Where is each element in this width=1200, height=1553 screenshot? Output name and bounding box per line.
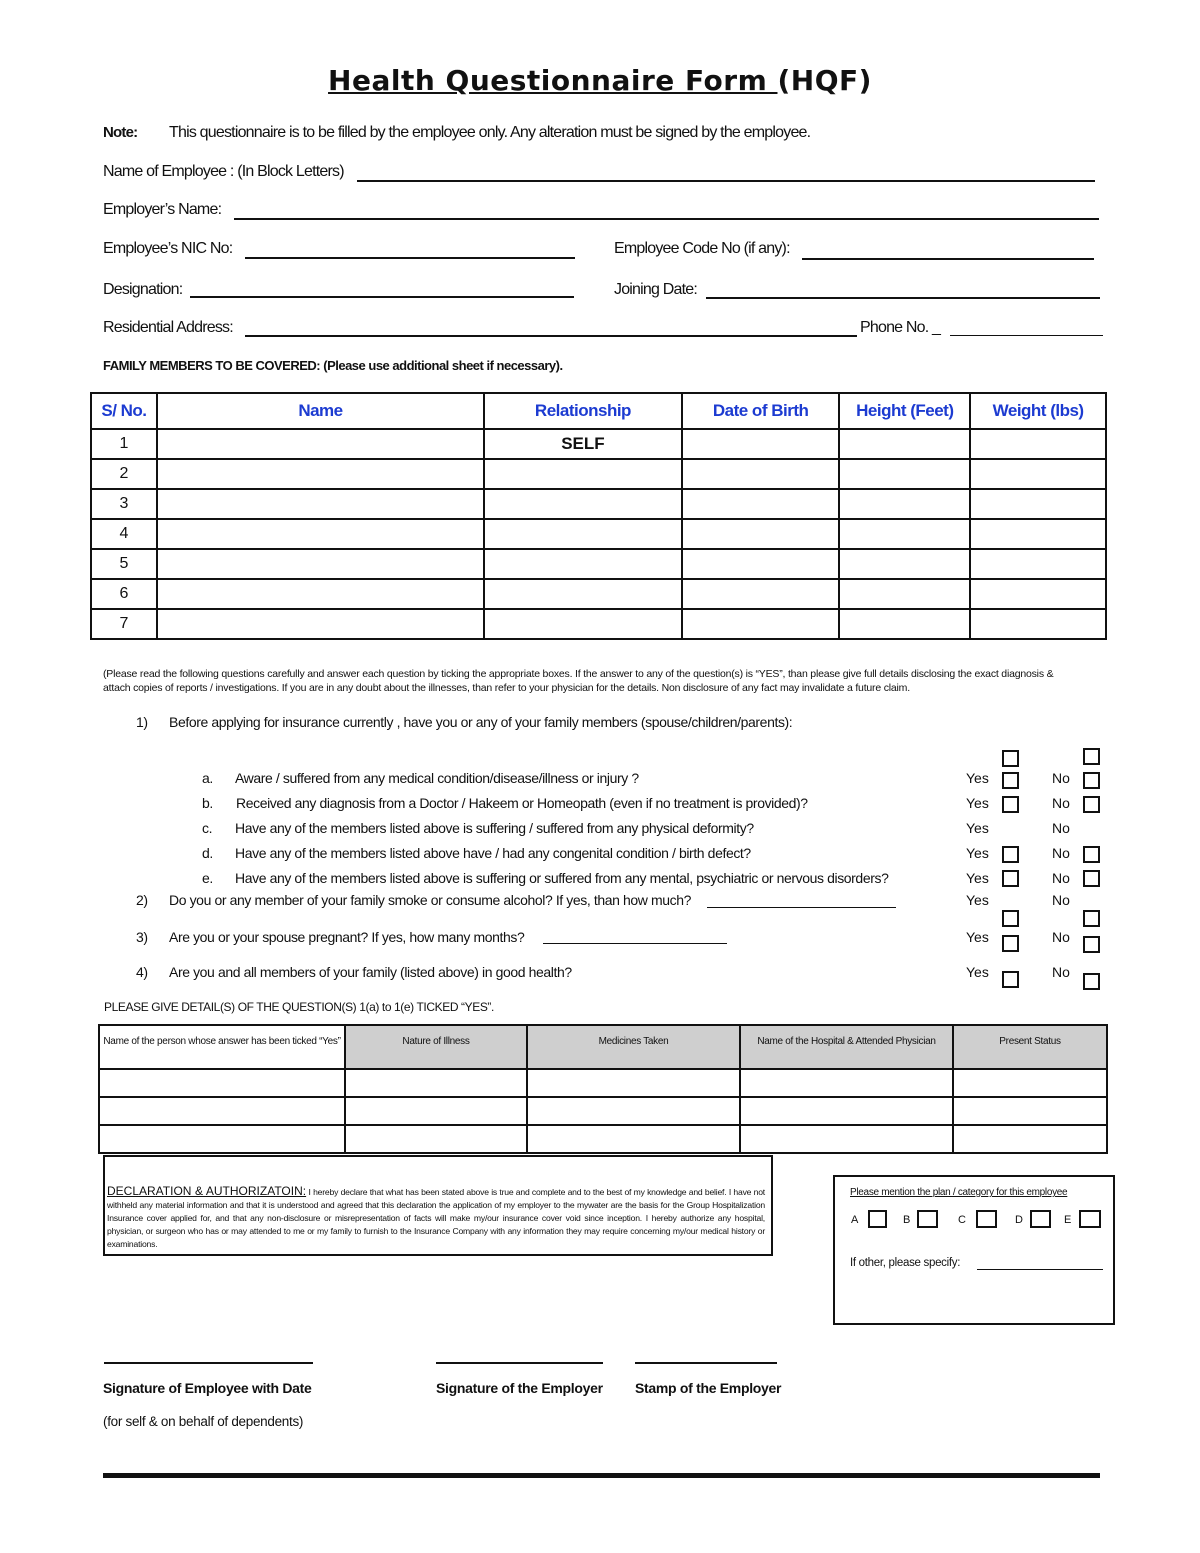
yes-label: Yes — [966, 820, 989, 836]
employer-signature-label: Signature of the Employer — [436, 1380, 603, 1396]
q2-text: Do you or any member of your family smoke or consume alcohol? If yes, than how much? — [169, 892, 691, 908]
relationship-cell[interactable] — [484, 489, 682, 519]
detail-cell[interactable] — [345, 1125, 527, 1153]
col-weight: Weight (lbs) — [970, 393, 1106, 429]
plan-option-e-label: E — [1064, 1214, 1072, 1226]
dob-cell[interactable] — [682, 519, 840, 549]
no-checkbox[interactable] — [1083, 846, 1100, 863]
col-hospital: Name of the Hospital & Attended Physician — [740, 1025, 953, 1069]
relationship-cell[interactable] — [484, 459, 682, 489]
table-row — [91, 549, 1106, 579]
family-table — [90, 392, 1107, 640]
yes-checkbox[interactable] — [1002, 870, 1019, 887]
title-suffix: (HQF) — [777, 64, 872, 97]
note-label: Note: — [103, 124, 138, 141]
yes-label: Yes — [966, 770, 989, 786]
yes-checkbox[interactable] — [1002, 971, 1019, 988]
dob-cell[interactable] — [682, 459, 840, 489]
q3-months-field[interactable] — [543, 943, 727, 944]
signature-note: (for self & on behalf of dependents) — [103, 1414, 304, 1429]
no-label: No — [1052, 820, 1070, 836]
employee-name-label: Name of Employee : (In Block Letters) — [103, 163, 344, 180]
q1e-number: e. — [202, 870, 213, 886]
nic-field[interactable] — [245, 257, 575, 259]
joining-date-field[interactable] — [706, 297, 1100, 299]
family-heading: FAMILY MEMBERS TO BE COVERED: (Please use additional sheet if necessary). — [103, 358, 563, 373]
relationship-cell[interactable] — [484, 579, 682, 609]
yes-checkbox[interactable] — [1002, 935, 1019, 952]
row-number: 1 — [91, 429, 157, 459]
q1-number: 1) — [136, 714, 148, 730]
row-number: 7 — [91, 609, 157, 639]
employer-signature-line[interactable] — [436, 1362, 603, 1364]
yes-checkbox[interactable] — [1002, 796, 1019, 813]
employer-name-field[interactable] — [234, 218, 1099, 220]
no-checkbox[interactable] — [1083, 870, 1100, 887]
col-sno: S/ No. — [91, 393, 157, 429]
no-checkbox[interactable] — [1083, 973, 1100, 990]
detail-cell[interactable] — [99, 1125, 345, 1153]
phone-field[interactable] — [950, 335, 1103, 336]
phone-label: Phone No. _ — [860, 319, 941, 336]
weight-cell[interactable] — [970, 549, 1106, 579]
dob-cell[interactable] — [682, 549, 840, 579]
yes-checkbox[interactable] — [1002, 750, 1019, 767]
employee-code-label: Employee Code No (if any): — [614, 240, 790, 257]
name-cell[interactable] — [157, 579, 484, 609]
height-cell[interactable] — [839, 429, 970, 459]
q2-number: 2) — [136, 892, 148, 908]
employee-signature-line[interactable] — [104, 1362, 313, 1364]
table-row — [91, 429, 1106, 459]
plan-other-field[interactable] — [977, 1269, 1103, 1270]
col-height: Height (Feet) — [839, 393, 970, 429]
plan-option-c-label: C — [958, 1214, 966, 1226]
height-cell[interactable] — [839, 459, 970, 489]
no-checkbox[interactable] — [1083, 796, 1100, 813]
col-person: Name of the person whose answer has been ticked “Yes” — [99, 1025, 345, 1069]
row-number: 2 — [91, 459, 157, 489]
no-label: No — [1052, 770, 1070, 786]
plan-other-label: If other, please specify: — [850, 1257, 961, 1269]
col-status: Present Status — [953, 1025, 1107, 1069]
no-label: No — [1052, 870, 1070, 886]
relationship-cell[interactable] — [484, 609, 682, 639]
detail-cell[interactable] — [527, 1125, 740, 1153]
designation-label: Designation: — [103, 281, 183, 298]
height-cell[interactable] — [839, 549, 970, 579]
no-label: No — [1052, 964, 1070, 980]
q1c-text: Have any of the members listed above is suffering / suffered from any physical deformity? — [235, 820, 754, 836]
no-label: No — [1052, 795, 1070, 811]
employer-name-label: Employer’s Name: — [103, 201, 222, 218]
q3-text: Are you or your spouse pregnant? If yes, how many months? — [169, 929, 525, 945]
detail-cell[interactable] — [953, 1097, 1107, 1125]
col-medicines: Medicines Taken — [527, 1025, 740, 1069]
q1a-text: Aware / suffered from any medical condition/disease/illness or injury ? — [235, 770, 639, 786]
height-cell[interactable] — [839, 609, 970, 639]
weight-cell[interactable] — [970, 519, 1106, 549]
col-dob: Date of Birth — [682, 393, 840, 429]
row-number: 3 — [91, 489, 157, 519]
name-cell[interactable] — [157, 489, 484, 519]
q3-number: 3) — [136, 929, 148, 945]
declaration-box — [103, 1155, 773, 1256]
plan-box — [833, 1175, 1115, 1325]
name-cell[interactable] — [157, 519, 484, 549]
no-checkbox[interactable] — [1083, 772, 1100, 789]
col-name: Name — [157, 393, 484, 429]
table-row — [91, 459, 1106, 489]
detail-cell[interactable] — [740, 1097, 953, 1125]
declaration-text: I hereby declare that what has been stated above is true and complete and to the best of my knowledge and belief. I have not withheld any material information and that it is understood and agreed that this declaration the application of my employer to the mywater are the basis for the Group Hospitalization Insurance cover applied for, and that any non-disclosure or misrepresentation of facts will make my/our insurance cover void since inception. I hereby authorize any hospital, physician, or surgeon who has or may attended to me or my family to furnish to the Insurance Company with any information they may require concerning my/our medical history or examinations. — [107, 1187, 765, 1249]
yes-label: Yes — [966, 845, 989, 861]
row-number: 6 — [91, 579, 157, 609]
name-cell[interactable] — [157, 459, 484, 489]
yes-label: Yes — [966, 929, 989, 945]
q1b-text: Received any diagnosis from a Doctor / Hakeem or Homeopath (even if no treatment is provided)? — [236, 795, 808, 811]
detail-cell[interactable] — [740, 1125, 953, 1153]
dob-cell[interactable] — [682, 609, 840, 639]
q1-text: Before applying for insurance currently , have you or any of your family members (spouse/children/parents): — [169, 714, 793, 730]
relationship-cell[interactable] — [484, 549, 682, 579]
detail-cell[interactable] — [345, 1097, 527, 1125]
weight-cell[interactable] — [970, 579, 1106, 609]
yes-label: Yes — [966, 964, 989, 980]
details-heading: PLEASE GIVE DETAIL(S) OF THE QUESTION(S) 1(a) to 1(e) TICKED “YES”. — [104, 1000, 494, 1014]
page-title — [0, 64, 1200, 97]
plan-option-d-label: D — [1015, 1214, 1023, 1226]
no-label: No — [1052, 845, 1070, 861]
dob-cell[interactable] — [682, 429, 840, 459]
details-table — [98, 1024, 1108, 1154]
table-row — [91, 489, 1106, 519]
yes-checkbox[interactable] — [1002, 846, 1019, 863]
name-cell[interactable] — [157, 609, 484, 639]
height-cell[interactable] — [839, 489, 970, 519]
relationship-cell[interactable] — [484, 519, 682, 549]
yes-checkbox[interactable] — [1002, 910, 1019, 927]
title-main: Health Questionnaire Form — [328, 64, 778, 97]
height-cell[interactable] — [839, 579, 970, 609]
joining-date-label: Joining Date: — [614, 281, 697, 298]
detail-cell[interactable] — [527, 1097, 740, 1125]
nic-label: Employee’s NIC No: — [103, 240, 233, 257]
relationship-cell[interactable]: SELF — [484, 429, 682, 459]
table-row — [91, 579, 1106, 609]
name-cell[interactable] — [157, 549, 484, 579]
table-row — [99, 1097, 1107, 1125]
no-checkbox[interactable] — [1083, 748, 1100, 765]
bottom-divider — [103, 1473, 1100, 1478]
weight-cell[interactable] — [970, 489, 1106, 519]
table-row — [91, 609, 1106, 639]
weight-cell[interactable] — [970, 459, 1106, 489]
detail-cell[interactable] — [99, 1069, 345, 1097]
yes-label: Yes — [966, 795, 989, 811]
detail-cell[interactable] — [527, 1069, 740, 1097]
table-row — [91, 519, 1106, 549]
employee-code-field[interactable] — [802, 258, 1094, 260]
q1b-number: b. — [202, 795, 213, 811]
details-header-row — [99, 1025, 1107, 1069]
no-checkbox[interactable] — [1083, 936, 1100, 953]
weight-cell[interactable] — [970, 609, 1106, 639]
family-header-row — [91, 393, 1106, 429]
yes-label: Yes — [966, 892, 989, 908]
address-field[interactable] — [245, 335, 857, 337]
table-row — [99, 1069, 1107, 1097]
detail-cell[interactable] — [953, 1125, 1107, 1153]
detail-cell[interactable] — [99, 1097, 345, 1125]
declaration-heading: DECLARATION & AUTHORIZATOIN: — [107, 1184, 307, 1198]
q1d-number: d. — [202, 845, 213, 861]
detail-cell[interactable] — [953, 1069, 1107, 1097]
plan-option-d-checkbox[interactable] — [1030, 1210, 1051, 1228]
plan-option-e-checkbox[interactable] — [1079, 1210, 1101, 1228]
no-label: No — [1052, 892, 1070, 908]
q2-amount-field[interactable] — [707, 907, 896, 908]
yes-label: Yes — [966, 870, 989, 886]
yes-checkbox[interactable] — [1002, 772, 1019, 789]
name-cell[interactable] — [157, 429, 484, 459]
employee-signature-label: Signature of Employee with Date — [103, 1380, 312, 1396]
note-text: This questionnaire is to be filled by the employee only. Any alteration must be signed by the employee. — [169, 124, 811, 141]
col-illness: Nature of Illness — [345, 1025, 527, 1069]
designation-field[interactable] — [190, 296, 574, 298]
stamp-line[interactable] — [635, 1362, 777, 1364]
plan-option-b-label: B — [903, 1214, 911, 1226]
plan-option-c-checkbox[interactable] — [976, 1210, 997, 1228]
stamp-label: Stamp of the Employer — [635, 1380, 782, 1396]
instructions: (Please read the following questions carefully and answer each question by ticking the appropriate boxes. If the answer to any of the question(s) is “YES”, than please give full details disclosing the exact diagnosis & attach copies of reports / investigations. If you are in any doubt about the illnesses, than refer to your physician for the details. Non disclosure of any fact may invalidate a future claim. — [103, 668, 1054, 694]
q1c-number: c. — [202, 820, 213, 836]
plan-option-a-checkbox[interactable] — [868, 1210, 887, 1228]
plan-option-b-checkbox[interactable] — [917, 1210, 938, 1228]
address-label: Residential Address: — [103, 319, 233, 336]
dob-cell[interactable] — [682, 579, 840, 609]
table-row — [99, 1125, 1107, 1153]
employee-name-field[interactable] — [357, 180, 1095, 182]
detail-cell[interactable] — [740, 1069, 953, 1097]
q1d-text: Have any of the members listed above have / had any congenital condition / birth defect? — [235, 845, 751, 861]
plan-option-a-label: A — [851, 1214, 859, 1226]
dob-cell[interactable] — [682, 489, 840, 519]
row-number: 4 — [91, 519, 157, 549]
col-relationship: Relationship — [484, 393, 682, 429]
q4-number: 4) — [136, 964, 148, 980]
row-number: 5 — [91, 549, 157, 579]
no-checkbox[interactable] — [1083, 910, 1100, 927]
q1e-text: Have any of the members listed above is suffering or suffered from any mental, psychiatric or nervous disorders? — [235, 870, 889, 886]
weight-cell[interactable] — [970, 429, 1106, 459]
no-label: No — [1052, 929, 1070, 945]
q1a-number: a. — [202, 770, 213, 786]
plan-heading: Please mention the plan / category for this employee — [850, 1187, 1068, 1198]
q4-text: Are you and all members of your family (listed above) in good health? — [169, 964, 572, 980]
detail-cell[interactable] — [345, 1069, 527, 1097]
height-cell[interactable] — [839, 519, 970, 549]
